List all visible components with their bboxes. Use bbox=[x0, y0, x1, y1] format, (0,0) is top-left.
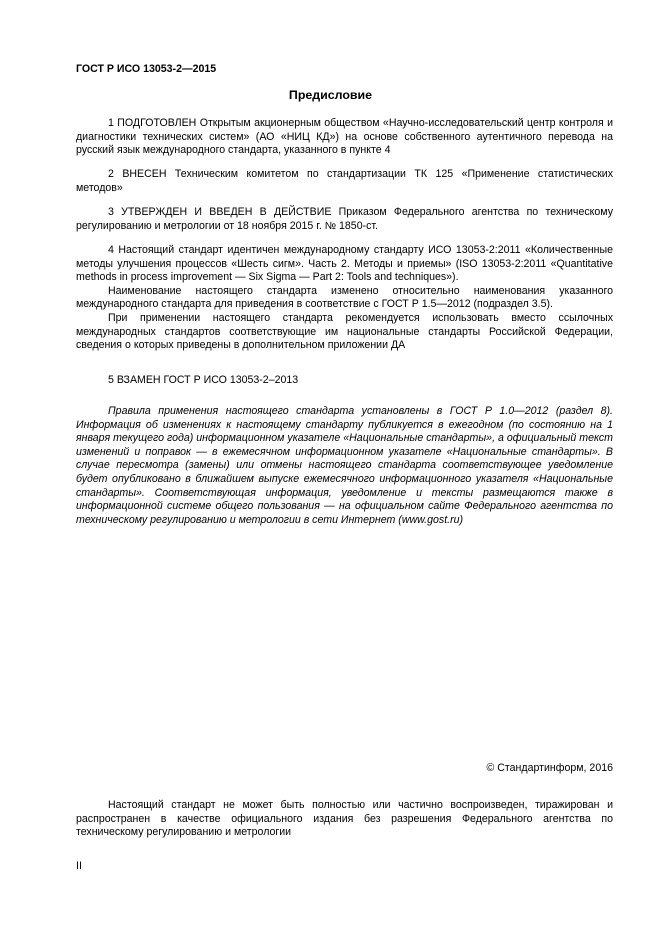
application-notice-text: Правила применения настоящего стандарта установлены в ГОСТ Р 1.0—2012 (раздел 8). Информация об изменениях к настоящему стандарту публикуется в ежегодном (по состоянию на 1 января текущего года) информационном указателе «Национальные стандарты», а официальный текст изменений и поправок — в ежемесячном информационном указателе «Национальные стандарты». В случае пересмотра (замены) или отмены настоящего стандарта соответствующее уведомление будет опубликовано в ближайшем выпуске ежемесячного информационного указателя «Национальные стандарты». Соответствующая информация, уведомление и тексты размещаются также в информационной системе общего пользования — на официальном сайте Федерального агентства по техническому регулированию и метрологии в сети Интернет (www.gost.ru) bbox=[76, 405, 613, 526]
document-header-id: ГОСТ Р ИСО 13053-2—2015 bbox=[76, 63, 217, 75]
page-number: II bbox=[76, 860, 82, 872]
section-4-references: При применении настоящего стандарта рекомендуется использовать вместо ссылочных международных стандартов соответствующие им национальные стандарты Российской Федерации, сведения о которых приведены в дополнительном приложении ДА bbox=[76, 311, 613, 352]
section-1-text: 1 ПОДГОТОВЛЕН Открытым акционерным обществом «Научно-исследовательский центр контроля и диагностики технических систем» (АО «НИЦ КД») на основе собственного аутентичного перевода на русский язык международного стандарта, указанного в пункте 4 bbox=[76, 117, 613, 157]
reproduction-notice-text: Настоящий стандарт не может быть полностью или частично воспроизведен, тиражирован и распространен в качестве официального издания без разрешения Федерального агентства по техническому регулированию и метрологии bbox=[76, 799, 613, 839]
section-4-name-change: Наименование настоящего стандарта изменено относительно наименования указанного международного стандарта для приведения в соответствие с ГОСТ Р 1.5—2012 (подраздел 3.5). bbox=[76, 284, 613, 311]
section-2-text: 2 ВНЕСЕН Техническим комитетом по стандартизации ТК 125 «Применение статистических методов» bbox=[76, 168, 613, 194]
reproduction-notice bbox=[76, 799, 613, 840]
section-4-text: 4 Настоящий стандарт идентичен международному стандарту ИСО 13053-2:2011 «Количественные методы улучшения процессов «Шесть сигм». Часть 2. Методы и приемы» (ISO 13053-2:2011 «Quantitative methods in process improvement — Six Sigma — Part 2: Tools and techniques»). bbox=[76, 244, 613, 284]
section-5 bbox=[76, 374, 613, 388]
copyright: © Стандартинформ, 2016 bbox=[486, 762, 613, 774]
section-3-text: 3 УТВЕРЖДЕН И ВВЕДЕН В ДЕЙСТВИЕ Приказом Федерального агентства по техническому регулированию и метрологии от 18 ноября 2015 г. № 1850-ст. bbox=[76, 206, 613, 232]
section-2 bbox=[76, 168, 613, 195]
section-1 bbox=[76, 117, 613, 158]
section-3 bbox=[76, 206, 613, 233]
application-notice bbox=[76, 405, 613, 527]
section-4 bbox=[76, 244, 613, 353]
page-title: Предисловие bbox=[288, 88, 373, 102]
section-5-text: 5 ВЗАМЕН ГОСТ Р ИСО 13053-2–2013 bbox=[108, 374, 299, 386]
